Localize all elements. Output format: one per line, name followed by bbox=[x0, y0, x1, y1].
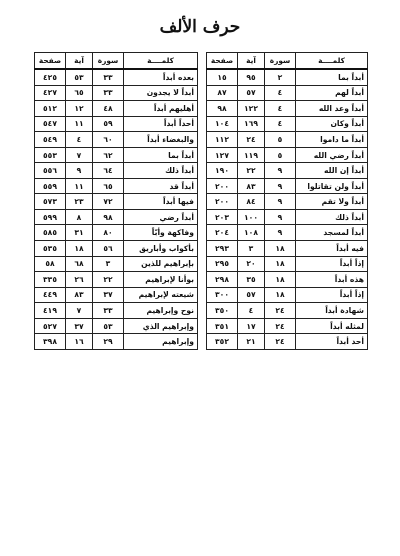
table-row bbox=[207, 147, 368, 163]
cell-surah: ٦٤ bbox=[93, 163, 124, 179]
cell-surah: ٢ bbox=[265, 69, 296, 85]
table-row bbox=[35, 69, 198, 85]
cell-ayah: ١١٩ bbox=[238, 147, 265, 163]
cell-surah: ٥٩ bbox=[93, 116, 124, 132]
cell-surah: ٩ bbox=[265, 225, 296, 241]
cell-word: وفاكهة وأبّاً bbox=[124, 225, 198, 241]
cell-ayah: ٧ bbox=[66, 147, 93, 163]
cell-word: أبداً ذلك bbox=[124, 163, 198, 179]
cell-word: وإبراهيم bbox=[124, 334, 198, 350]
table-row bbox=[207, 225, 368, 241]
cell-surah: ٨٠ bbox=[93, 225, 124, 241]
cell-ayah: ٩ bbox=[66, 163, 93, 179]
cell-surah: ٤ bbox=[265, 116, 296, 132]
cell-surah: ٤ bbox=[265, 85, 296, 101]
header-page: صفحة bbox=[35, 53, 66, 70]
cell-ayah: ١١ bbox=[66, 116, 93, 132]
index-table-right bbox=[206, 52, 368, 350]
cell-word: أبداً بما bbox=[124, 147, 198, 163]
header-word: كلمــــة bbox=[124, 53, 198, 70]
cell-page: ٣٣٥ bbox=[35, 272, 66, 288]
cell-surah: ٤ bbox=[265, 101, 296, 117]
table-row bbox=[35, 194, 198, 210]
cell-ayah: ٣١ bbox=[66, 225, 93, 241]
cell-ayah: ٨٤ bbox=[238, 194, 265, 210]
cell-page: ٥٥٩ bbox=[35, 178, 66, 194]
cell-word: شيعته لإبراهيم bbox=[124, 287, 198, 303]
cell-surah: ٦٥ bbox=[93, 178, 124, 194]
table-row bbox=[35, 256, 198, 272]
cell-page: ٤٢٥ bbox=[35, 69, 66, 85]
cell-word: أبداً ولا تقم bbox=[296, 194, 368, 210]
table-row bbox=[207, 334, 368, 350]
cell-surah: ٣٣ bbox=[93, 303, 124, 319]
cell-word: أهليهم أبداً bbox=[124, 101, 198, 117]
table-row bbox=[207, 132, 368, 148]
cell-surah: ٢٤ bbox=[265, 318, 296, 334]
cell-surah: ٩٨ bbox=[93, 209, 124, 225]
cell-word: نوح وإبراهيم bbox=[124, 303, 198, 319]
cell-surah: ٢٩ bbox=[93, 334, 124, 350]
cell-surah: ٩ bbox=[265, 209, 296, 225]
cell-page: ٣٥٢ bbox=[207, 334, 238, 350]
table-row bbox=[207, 318, 368, 334]
cell-page: ٥٥٦ bbox=[35, 163, 66, 179]
cell-page: ٥٨٥ bbox=[35, 225, 66, 241]
cell-surah: ٤٨ bbox=[93, 101, 124, 117]
cell-ayah: ٨ bbox=[66, 209, 93, 225]
cell-ayah: ١١ bbox=[66, 178, 93, 194]
cell-ayah: ٣٧ bbox=[66, 318, 93, 334]
header-surah: سورة bbox=[265, 53, 296, 70]
cell-surah: ٣٣ bbox=[93, 85, 124, 101]
cell-surah: ٦٠ bbox=[93, 132, 124, 148]
cell-page: ٥٨ bbox=[35, 256, 66, 272]
cell-ayah: ١٢٢ bbox=[238, 101, 265, 117]
cell-word: أبداً وكان bbox=[296, 116, 368, 132]
cell-word: بعده أبداً bbox=[124, 69, 198, 85]
table-row bbox=[207, 178, 368, 194]
header-word: كلمــــة bbox=[296, 53, 368, 70]
table-row bbox=[207, 303, 368, 319]
cell-page: ٤١٩ bbox=[35, 303, 66, 319]
cell-ayah: ٩٥ bbox=[238, 69, 265, 85]
table-row bbox=[35, 85, 198, 101]
cell-ayah: ٦٥ bbox=[66, 85, 93, 101]
table-row bbox=[207, 85, 368, 101]
cell-ayah: ٦٨ bbox=[66, 256, 93, 272]
cell-word: أبداً وعد الله bbox=[296, 101, 368, 117]
cell-surah: ٥٣ bbox=[93, 318, 124, 334]
cell-page: ١٥ bbox=[207, 69, 238, 85]
header-page: صفحة bbox=[207, 53, 238, 70]
cell-page: ١٠٤ bbox=[207, 116, 238, 132]
cell-surah: ١٨ bbox=[265, 256, 296, 272]
cell-word: إذاً أبداً bbox=[296, 287, 368, 303]
cell-word: أبداً بما bbox=[296, 69, 368, 85]
table-row bbox=[207, 241, 368, 257]
table-row bbox=[35, 163, 198, 179]
cell-word: وإبراهيم الذي bbox=[124, 318, 198, 334]
cell-word: فيه أبداً bbox=[296, 241, 368, 257]
cell-surah: ٣٧ bbox=[93, 287, 124, 303]
cell-page: ٥٤٧ bbox=[35, 116, 66, 132]
cell-page: ١١٢ bbox=[207, 132, 238, 148]
cell-ayah: ٥٧ bbox=[238, 287, 265, 303]
header-ayah: آية bbox=[66, 53, 93, 70]
table-row bbox=[207, 272, 368, 288]
cell-word: أبداً قد bbox=[124, 178, 198, 194]
cell-page: ١٢٧ bbox=[207, 147, 238, 163]
cell-ayah: ١٦٩ bbox=[238, 116, 265, 132]
cell-page: ٣٩٨ bbox=[35, 334, 66, 350]
cell-page: ٢٠٣ bbox=[207, 209, 238, 225]
table-row bbox=[207, 69, 368, 85]
cell-ayah: ٢١ bbox=[238, 334, 265, 350]
cell-surah: ٥ bbox=[265, 147, 296, 163]
table-header-row bbox=[35, 53, 198, 70]
cell-word: بأكواب وأباريق bbox=[124, 241, 198, 257]
cell-ayah: ١٢ bbox=[66, 101, 93, 117]
table-row bbox=[207, 209, 368, 225]
cell-surah: ٧٢ bbox=[93, 194, 124, 210]
table-row bbox=[207, 163, 368, 179]
cell-ayah: ٨٣ bbox=[238, 178, 265, 194]
cell-surah: ٦٢ bbox=[93, 147, 124, 163]
table-row bbox=[35, 178, 198, 194]
cell-page: ٤٢٧ bbox=[35, 85, 66, 101]
table-row bbox=[35, 209, 198, 225]
cell-surah: ٩ bbox=[265, 178, 296, 194]
cell-page: ٤٤٩ bbox=[35, 287, 66, 303]
page-title: حرف الألف bbox=[159, 17, 241, 37]
table-header-row bbox=[207, 53, 368, 70]
cell-page: ٥٥٣ bbox=[35, 147, 66, 163]
cell-surah: ٢٢ bbox=[93, 272, 124, 288]
cell-word: أحد أبداً bbox=[296, 334, 368, 350]
cell-ayah: ٢٤ bbox=[238, 132, 265, 148]
cell-page: ٣٥١ bbox=[207, 318, 238, 334]
cell-page: ٢٠٠ bbox=[207, 194, 238, 210]
cell-surah: ٣٣ bbox=[93, 69, 124, 85]
cell-surah: ٥ bbox=[265, 132, 296, 148]
cell-ayah: ١٧ bbox=[238, 318, 265, 334]
cell-ayah: ٢٢ bbox=[238, 163, 265, 179]
cell-word: أبداً رضي الله bbox=[296, 147, 368, 163]
cell-surah: ٣ bbox=[93, 256, 124, 272]
table-row bbox=[207, 116, 368, 132]
cell-page: ٨٧ bbox=[207, 85, 238, 101]
cell-page: ٥١٢ bbox=[35, 101, 66, 117]
cell-ayah: ٨٣ bbox=[66, 287, 93, 303]
table-row bbox=[207, 101, 368, 117]
table-row bbox=[35, 303, 198, 319]
table-row bbox=[35, 318, 198, 334]
cell-page: ٢٠٠ bbox=[207, 178, 238, 194]
cell-ayah: ٤ bbox=[238, 303, 265, 319]
cell-word: أبداً لمسجد bbox=[296, 225, 368, 241]
cell-ayah: ٧ bbox=[66, 303, 93, 319]
cell-word: أبداً لا يجدون bbox=[124, 85, 198, 101]
cell-word: أبداً رضي bbox=[124, 209, 198, 225]
cell-surah: ١٨ bbox=[265, 287, 296, 303]
cell-word: فيها أبداً bbox=[124, 194, 198, 210]
index-table-left bbox=[34, 52, 198, 350]
cell-surah: ٥٦ bbox=[93, 241, 124, 257]
cell-ayah: ١٠٠ bbox=[238, 209, 265, 225]
table-row bbox=[35, 132, 198, 148]
table-row bbox=[207, 256, 368, 272]
cell-ayah: ٢٦ bbox=[66, 272, 93, 288]
table-row bbox=[35, 101, 198, 117]
cell-page: ٢٩٥ bbox=[207, 256, 238, 272]
cell-surah: ٢٤ bbox=[265, 334, 296, 350]
cell-word: أبداً إن الله bbox=[296, 163, 368, 179]
cell-surah: ٩ bbox=[265, 194, 296, 210]
cell-page: ٩٨ bbox=[207, 101, 238, 117]
cell-word: والبغضاء أبداً bbox=[124, 132, 198, 148]
cell-word: أبداً ولن تقاتلوا bbox=[296, 178, 368, 194]
cell-page: ٢٩٨ bbox=[207, 272, 238, 288]
cell-ayah: ١٠٨ bbox=[238, 225, 265, 241]
header-surah: سورة bbox=[93, 53, 124, 70]
cell-ayah: ١٨ bbox=[66, 241, 93, 257]
cell-page: ٥٢٧ bbox=[35, 318, 66, 334]
table-row bbox=[35, 334, 198, 350]
cell-word: شهادة أبداً bbox=[296, 303, 368, 319]
cell-word: أحداً أبداً bbox=[124, 116, 198, 132]
header-ayah: آية bbox=[238, 53, 265, 70]
cell-ayah: ١٦ bbox=[66, 334, 93, 350]
table-row bbox=[35, 272, 198, 288]
table-row bbox=[207, 194, 368, 210]
cell-surah: ١٨ bbox=[265, 272, 296, 288]
cell-word: إذاً أبداً bbox=[296, 256, 368, 272]
table-row bbox=[35, 225, 198, 241]
table-row bbox=[35, 116, 198, 132]
cell-page: ٥٩٩ bbox=[35, 209, 66, 225]
cell-word: لمثله أبداً bbox=[296, 318, 368, 334]
cell-ayah: ٥٧ bbox=[238, 85, 265, 101]
cell-page: ٣٥٠ bbox=[207, 303, 238, 319]
cell-page: ١٩٠ bbox=[207, 163, 238, 179]
cell-ayah: ٤ bbox=[66, 132, 93, 148]
table-row bbox=[35, 147, 198, 163]
cell-ayah: ٣ bbox=[238, 241, 265, 257]
cell-surah: ٩ bbox=[265, 163, 296, 179]
cell-page: ٥٧٣ bbox=[35, 194, 66, 210]
cell-page: ٥٣٥ bbox=[35, 241, 66, 257]
table-row bbox=[35, 241, 198, 257]
table-row bbox=[207, 287, 368, 303]
table-row bbox=[35, 287, 198, 303]
cell-word: بإبراهيم للذين bbox=[124, 256, 198, 272]
cell-surah: ١٨ bbox=[265, 241, 296, 257]
cell-page: ٣٠٠ bbox=[207, 287, 238, 303]
cell-ayah: ٢٣ bbox=[66, 194, 93, 210]
cell-ayah: ٣٥ bbox=[238, 272, 265, 288]
cell-ayah: ٥٣ bbox=[66, 69, 93, 85]
cell-page: ٢٠٤ bbox=[207, 225, 238, 241]
cell-surah: ٢٤ bbox=[265, 303, 296, 319]
cell-word: أبداً ما داموا bbox=[296, 132, 368, 148]
cell-word: أبداً لهم bbox=[296, 85, 368, 101]
cell-word: بوأنا لإبراهيم bbox=[124, 272, 198, 288]
cell-ayah: ٢٠ bbox=[238, 256, 265, 272]
cell-word: هذه أبداً bbox=[296, 272, 368, 288]
cell-word: أبداً ذلك bbox=[296, 209, 368, 225]
cell-page: ٢٩٣ bbox=[207, 241, 238, 257]
cell-page: ٥٤٩ bbox=[35, 132, 66, 148]
